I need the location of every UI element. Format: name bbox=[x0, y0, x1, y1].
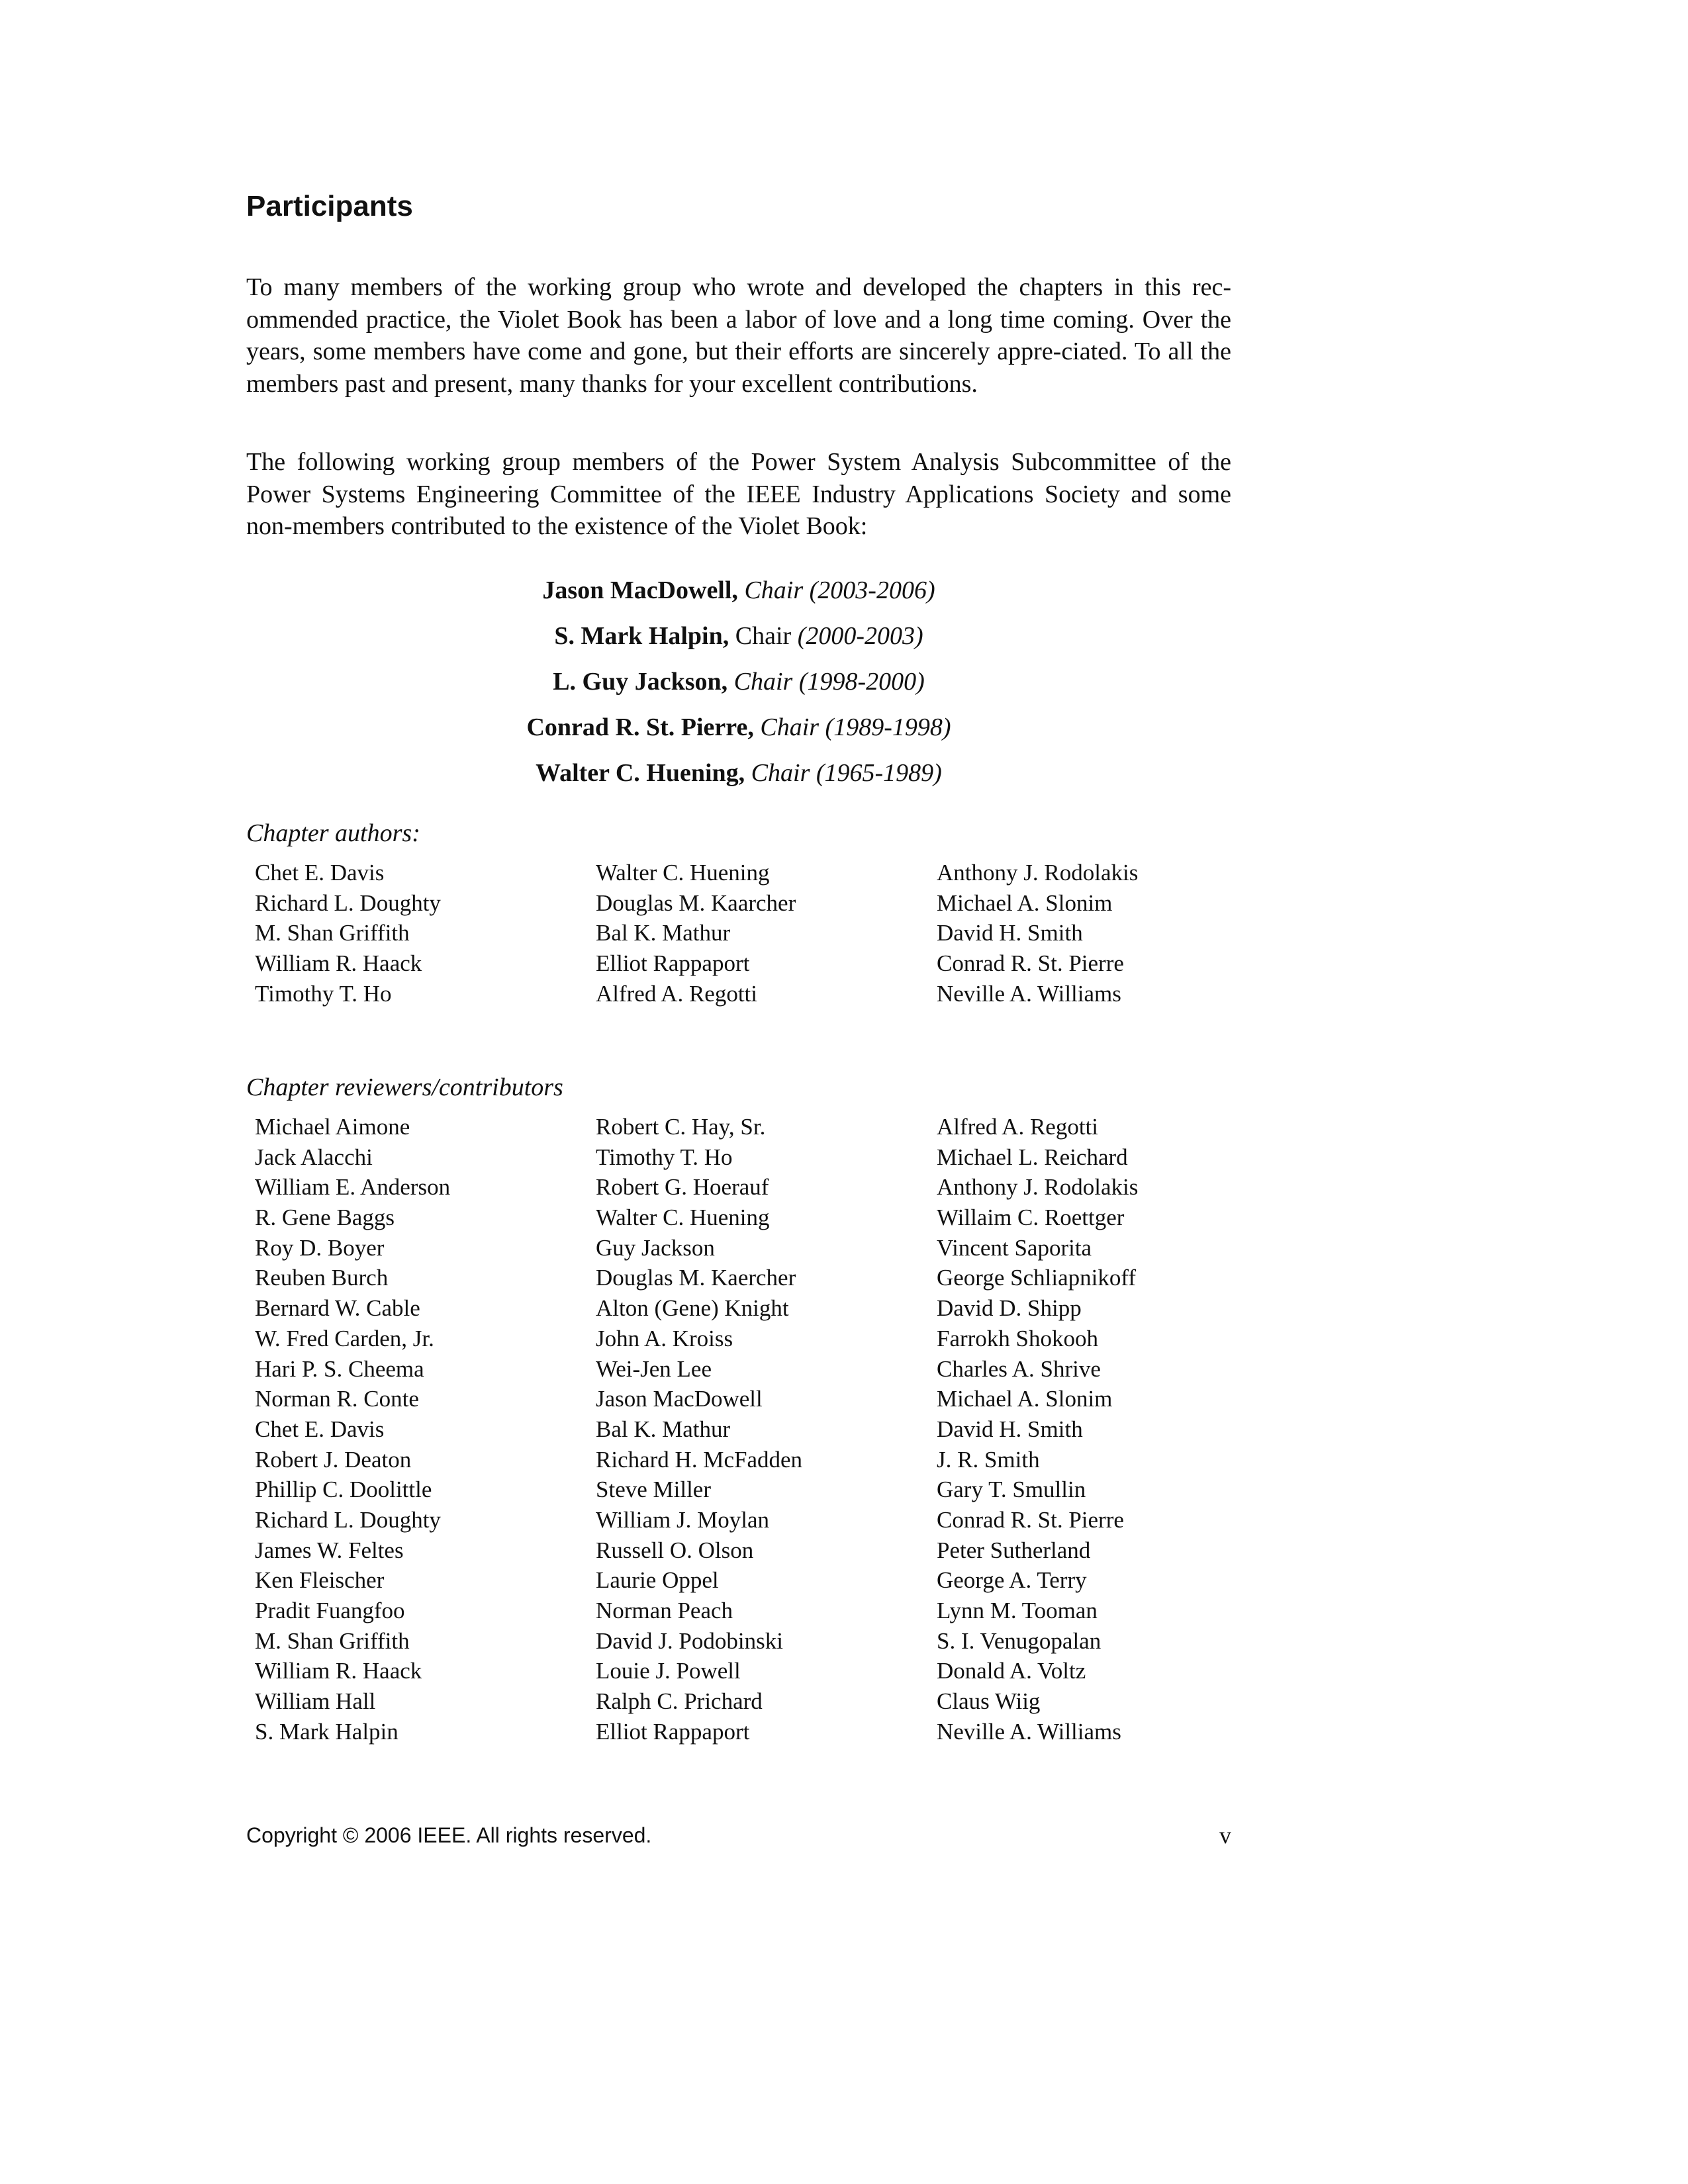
chair-name: Conrad R. St. Pierre, bbox=[526, 713, 754, 741]
participant-name: David H. Smith bbox=[937, 1416, 1083, 1442]
participant-name: John A. Kroiss bbox=[596, 1325, 733, 1351]
participant-name: Laurie Oppel bbox=[596, 1567, 719, 1594]
participant-name: William J. Moylan bbox=[596, 1506, 770, 1533]
chair-role: Chair (2003-2006) bbox=[744, 576, 935, 604]
intro-paragraph: To many members of the working group who wrote and developed the chapters in this rec-ommended practice, the Violet Book has been a labor of love and a long time coming. Over the years, some members have come and gone, but their efforts are sincerely appre-ciated. To all the members past and present, many thanks for your excellent contributions. bbox=[246, 273, 1231, 398]
participant-name: Chet E. Davis bbox=[255, 1416, 385, 1442]
participant-name: George A. Terry bbox=[937, 1567, 1087, 1594]
participant-name: Alfred A. Regotti bbox=[596, 980, 757, 1007]
participant-name: Elliot Rappaport bbox=[596, 1718, 750, 1745]
participant-name: J. R. Smith bbox=[937, 1446, 1040, 1473]
participant-name: William R. Haack bbox=[255, 950, 422, 977]
participant-name: Steve Miller bbox=[596, 1477, 711, 1503]
participant-name: Norman Peach bbox=[596, 1598, 733, 1623]
participant-name: Bernard W. Cable bbox=[255, 1295, 420, 1322]
authors-column-3 bbox=[937, 858, 1268, 1009]
participant-name: Michael L. Reichard bbox=[937, 1144, 1128, 1170]
chapter-authors-label: Chapter authors: bbox=[246, 819, 420, 847]
participant-name: Conrad R. St. Pierre bbox=[937, 1506, 1124, 1533]
contributors-paragraph: The following working group members of the Power System Analysis Subcommittee of the Power Systems Engineering Committee of the IEEE Industry Applications Society and some non-members contributed to the existence of the Violet Book: bbox=[246, 448, 1231, 540]
participant-name: Bal K. Mathur bbox=[596, 1416, 731, 1442]
participant-name: William R. Haack bbox=[255, 1658, 422, 1684]
participant-name: Wei-Jen Lee bbox=[596, 1355, 712, 1382]
participant-name: Jack Alacchi bbox=[255, 1144, 373, 1170]
participant-name: Walter C. Huening bbox=[596, 1205, 770, 1231]
page-footer bbox=[246, 1819, 1231, 1852]
participant-name: Michael A. Slonim bbox=[937, 1386, 1113, 1412]
participant-name: M. Shan Griffith bbox=[255, 1627, 410, 1654]
chair-name: Jason MacDowell, bbox=[542, 576, 738, 604]
participant-name: Lynn M. Tooman bbox=[937, 1598, 1098, 1623]
reviewers-column-3 bbox=[937, 1112, 1268, 1747]
participant-name: Elliot Rappaport bbox=[596, 950, 750, 977]
participant-name: Gary T. Smullin bbox=[937, 1477, 1086, 1503]
participant-name: Norman R. Conte bbox=[255, 1386, 419, 1412]
participant-name: James W. Feltes bbox=[255, 1537, 404, 1563]
participant-name: Jason MacDowell bbox=[596, 1386, 763, 1412]
participant-name: David D. Shipp bbox=[937, 1295, 1082, 1322]
chair-entry bbox=[246, 705, 1231, 751]
participant-name: Claus Wiig bbox=[937, 1688, 1041, 1715]
participant-name: Michael Aimone bbox=[255, 1114, 410, 1140]
chair-role: Chair (1965-1989) bbox=[751, 759, 942, 787]
participant-name: Ralph C. Prichard bbox=[596, 1688, 763, 1715]
participant-name: David J. Podobinski bbox=[596, 1627, 783, 1654]
participant-name: Guy Jackson bbox=[596, 1234, 715, 1261]
participant-name: Neville A. Williams bbox=[937, 1718, 1121, 1745]
participant-name: Russell O. Olson bbox=[596, 1537, 754, 1563]
reviewers-column-1 bbox=[255, 1112, 586, 1747]
chairs-list bbox=[246, 568, 1231, 796]
participant-name: Peter Sutherland bbox=[937, 1537, 1091, 1563]
participant-name: Richard H. McFadden bbox=[596, 1446, 803, 1473]
participant-name: George Schliapnikoff bbox=[937, 1265, 1137, 1291]
chair-name: S. Mark Halpin, bbox=[554, 622, 729, 650]
chair-entry bbox=[246, 614, 1231, 659]
participant-name: Anthony J. Rodolakis bbox=[937, 860, 1139, 886]
participant-name: Robert C. Hay, Sr. bbox=[596, 1114, 766, 1140]
participant-name: Alton (Gene) Knight bbox=[596, 1295, 789, 1322]
participant-name: R. Gene Baggs bbox=[255, 1205, 395, 1231]
participant-name: Ken Fleischer bbox=[255, 1567, 385, 1594]
chair-name: Walter C. Huening, bbox=[536, 759, 745, 787]
participant-name: W. Fred Carden, Jr. bbox=[255, 1325, 434, 1351]
participant-name: Hari P. S. Cheema bbox=[255, 1355, 424, 1382]
chapter-reviewers-label: Chapter reviewers/contributors bbox=[246, 1073, 563, 1101]
participant-name: Michael A. Slonim bbox=[937, 889, 1113, 916]
participant-name: S. Mark Halpin bbox=[255, 1718, 399, 1745]
participant-name: Richard L. Doughty bbox=[255, 1506, 441, 1533]
chair-entry bbox=[246, 659, 1231, 705]
participant-name: Phillip C. Doolittle bbox=[255, 1477, 432, 1503]
participant-name: Richard L. Doughty bbox=[255, 889, 441, 916]
participant-name: William E. Anderson bbox=[255, 1174, 451, 1201]
chair-entry bbox=[246, 568, 1231, 614]
chair-name: L. Guy Jackson, bbox=[553, 668, 728, 696]
participant-name: Timothy T. Ho bbox=[255, 980, 392, 1007]
participant-name: Anthony J. Rodolakis bbox=[937, 1174, 1139, 1201]
participant-name: Timothy T. Ho bbox=[596, 1144, 733, 1170]
chair-role-label: Chair bbox=[735, 622, 792, 650]
page-title: Participants bbox=[246, 190, 413, 222]
participant-name: Douglas M. Kaercher bbox=[596, 1265, 796, 1291]
copyright-notice: Copyright © 2006 IEEE. All rights reserved. bbox=[246, 1823, 652, 1847]
participant-name: Roy D. Boyer bbox=[255, 1234, 385, 1261]
participant-name: Walter C. Huening bbox=[596, 860, 770, 886]
chair-role: (2000-2003) bbox=[797, 622, 923, 650]
participant-name: S. I. Venugopalan bbox=[937, 1627, 1102, 1654]
participant-name: M. Shan Griffith bbox=[255, 920, 410, 946]
participant-name: Donald A. Voltz bbox=[937, 1658, 1086, 1684]
chair-role: Chair (1998-2000) bbox=[733, 668, 925, 696]
participant-name: Louie J. Powell bbox=[596, 1658, 741, 1684]
participant-name: David H. Smith bbox=[937, 920, 1083, 946]
reviewers-column-2 bbox=[596, 1112, 927, 1747]
chair-role: Chair (1989-1998) bbox=[760, 713, 951, 741]
participant-name: Reuben Burch bbox=[255, 1265, 389, 1291]
page-number: v bbox=[1219, 1822, 1231, 1848]
participant-name: Robert G. Hoerauf bbox=[596, 1174, 769, 1201]
participant-name: William Hall bbox=[255, 1688, 376, 1715]
participant-name: Charles A. Shrive bbox=[937, 1355, 1101, 1382]
participant-name: Willaim C. Roettger bbox=[937, 1205, 1125, 1231]
participant-name: Conrad R. St. Pierre bbox=[937, 950, 1124, 977]
participant-name: Douglas M. Kaarcher bbox=[596, 889, 796, 916]
participant-name: Farrokh Shokooh bbox=[937, 1325, 1099, 1351]
participant-name: Robert J. Deaton bbox=[255, 1446, 412, 1473]
participant-name: Alfred A. Regotti bbox=[937, 1114, 1098, 1140]
participant-name: Neville A. Williams bbox=[937, 980, 1121, 1007]
participant-name: Bal K. Mathur bbox=[596, 920, 731, 946]
participant-name: Vincent Saporita bbox=[937, 1234, 1092, 1261]
authors-column-1 bbox=[255, 858, 586, 1009]
participant-name: Pradit Fuangfoo bbox=[255, 1598, 405, 1623]
participant-name: Chet E. Davis bbox=[255, 860, 385, 886]
chair-entry bbox=[246, 751, 1231, 796]
authors-column-2 bbox=[596, 858, 927, 1009]
